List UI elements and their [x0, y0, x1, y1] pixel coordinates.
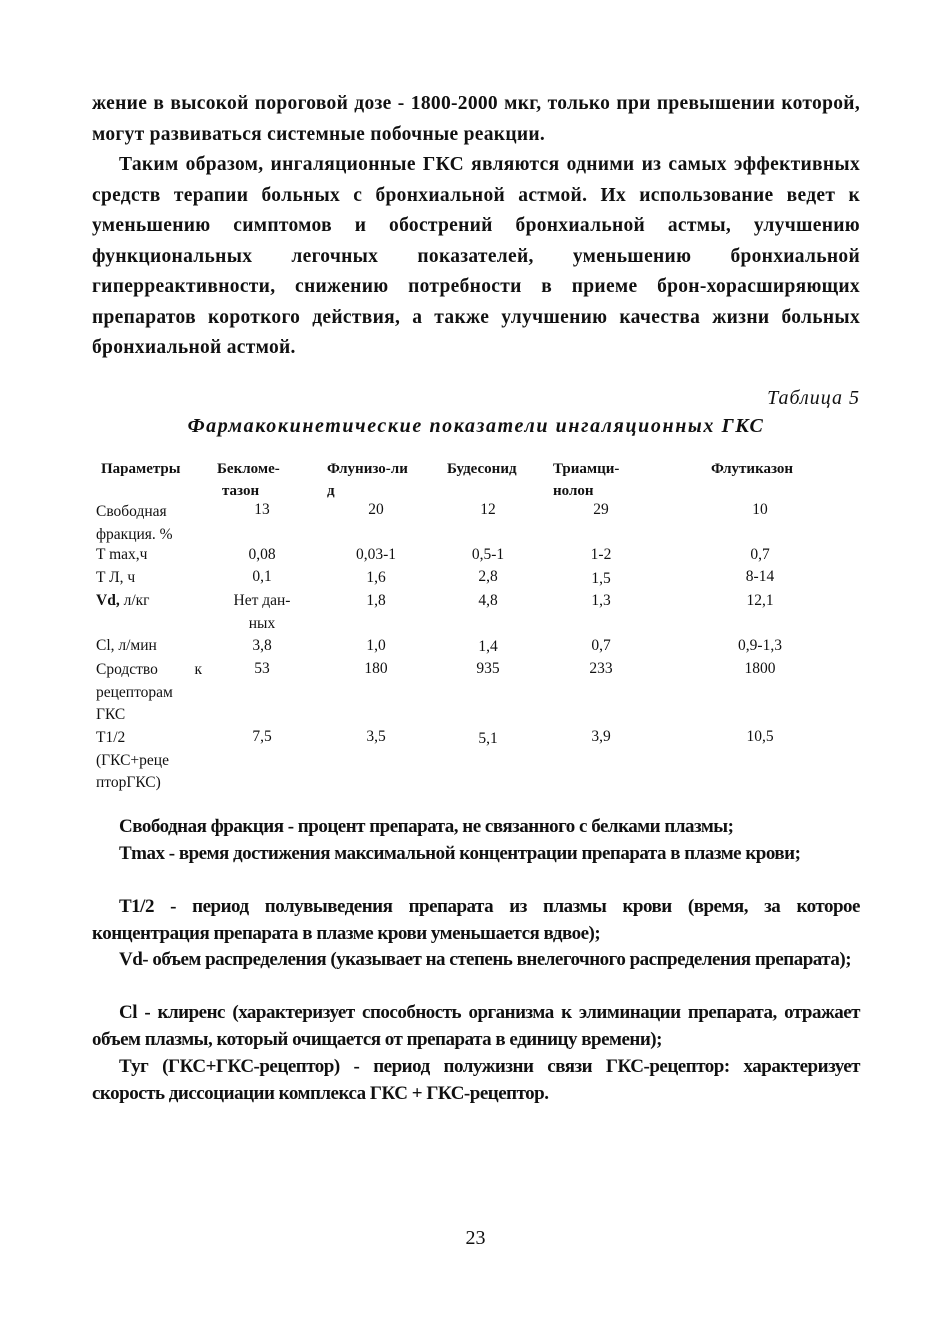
cell-value: 0,7 [591, 637, 611, 654]
cell-value: 1-2 [590, 546, 612, 563]
row-label-line1: T1/2 [96, 729, 126, 746]
header-col2 [327, 458, 408, 502]
row-label-rest: л/кг [119, 592, 150, 609]
cell-value: 935 [476, 660, 500, 677]
cell-value: 3,9 [591, 728, 611, 745]
definition-tmax: Tmax - время достижения максимальной концентрации препарата в плазме крови; [119, 843, 801, 864]
cell-value: 12,1 [746, 592, 774, 609]
paragraph-conclusion: Таким образом, ингаляционные ГКС являются одними из самых эффективных средств терапии больных с бронхиальной астмой. Их использование ведет к уменьшению симптомов и обострений бронхиальной астмы, улучшению функциональных легочных показателей, уменьшению бронхиальной гиперреактивности, снижению потребности в приеме брон-хорасширяющих препаратов короткого действия, а также улучшению качества жизни больных бронхиальной астмой. [92, 154, 860, 358]
header-col1-line2: тазон [222, 483, 260, 499]
table-title: Фармакокинетические показатели ингаляционных ГКС [187, 415, 765, 437]
header-col2-line2: д [327, 483, 335, 499]
header-col5: Флутиказон [711, 461, 794, 477]
header-col2-line1: Флунизо-ли [327, 461, 408, 477]
cell-value: 0,5-1 [471, 546, 505, 563]
page-number: 23 [465, 1227, 486, 1249]
cell-value: 233 [589, 660, 613, 677]
cell-value: 1,3 [591, 592, 611, 609]
cell-value: 0,03-1 [355, 546, 397, 563]
row-label-line3: ГКС [96, 706, 126, 723]
cell-value: 3,8 [252, 637, 272, 654]
cell-value: 1,4 [478, 638, 498, 655]
cell-value: 2,8 [478, 568, 498, 585]
row-label-line3: пторГКС) [96, 774, 161, 791]
definition-clearance: Cl - клиренс (характеризует способность организма к элиминации препарата, отражает объем плазмы, который очищается от препарата в единицу времени); [92, 1002, 860, 1050]
row-label [96, 590, 150, 613]
row-label [96, 501, 173, 546]
header-col4-line2: нолон [553, 483, 594, 499]
cell-value: 180 [364, 660, 388, 677]
row-label-line1: Свободная [96, 503, 167, 520]
cell-value: 4,8 [478, 592, 498, 609]
cell-value: 20 [368, 501, 384, 518]
cell-value: 1,8 [366, 592, 386, 609]
cell-value-line2: ных [248, 614, 276, 632]
row-label-line1 [96, 659, 202, 682]
row-label-word: к [194, 661, 202, 678]
row-label-bold: Vd, [96, 592, 120, 609]
cell-value: 1,6 [366, 569, 386, 586]
cell-value: 0,9-1,3 [738, 637, 782, 654]
row-label-word: Сродство [96, 661, 158, 678]
cell-value: 10,5 [746, 728, 774, 745]
cell-value: 1800 [744, 660, 776, 677]
definition-receptor-half-life: Tуг (ГКС+ГКС-рецептор) - период полужизни связи ГКС-рецептор: характеризует скорость диссоциации комплекса ГКС + ГКС-рецептор. [92, 1056, 860, 1104]
row-label-line2: фракция. % [96, 525, 173, 543]
row-label: T Л, ч [96, 569, 136, 586]
row-label-line2: рецепторам [96, 683, 173, 701]
cell-value: 1,5 [591, 570, 611, 587]
row-label [96, 727, 169, 795]
definition-free-fraction: Свободная фракция - процент препарата, не связанного с белками плазмы; [119, 816, 734, 837]
paragraph-continuation: жение в высокой пороговой дозе - 1800-2000 мкг, только при превышении которой, могут развиваться системные побочные реакции. [92, 93, 860, 145]
header-param: Параметры [101, 461, 181, 477]
cell-value-line1: Нет дан- [233, 592, 291, 609]
definition-half-life: T1/2 - период полувыведения препарата из плазмы крови (время, за которое концентрация препарата в плазме крови уменьшается вдвое); [92, 896, 860, 944]
cell-value: 8-14 [745, 568, 775, 585]
row-label: T max,ч [96, 546, 148, 563]
cell-value: 3,5 [366, 728, 386, 745]
cell-value: 10 [752, 501, 768, 518]
cell-value: 29 [593, 501, 609, 518]
cell-value: 1,0 [366, 637, 386, 654]
header-col1 [217, 458, 280, 502]
row-label [96, 659, 202, 727]
cell-value: 13 [254, 501, 270, 518]
cell-value: 0,08 [248, 546, 276, 563]
cell-value [217, 590, 307, 635]
cell-value: 0,7 [750, 546, 770, 563]
cell-value: 12 [480, 501, 496, 518]
row-label: Cl, л/мин [96, 637, 157, 654]
header-col4-line1: Триамци- [553, 461, 620, 477]
header-col3: Будесонид [447, 461, 517, 477]
cell-value: 0,1 [252, 568, 272, 585]
definition-vd: Vd- объем распределения (указывает на степень внелегочного распределения препарата); [119, 949, 852, 970]
table-number: Таблица 5 [767, 387, 860, 409]
header-col1-line1: Бекломе- [217, 461, 280, 477]
cell-value: 5,1 [478, 730, 498, 747]
cell-value: 53 [254, 660, 270, 677]
header-col4 [553, 458, 619, 502]
row-label-line2: (ГКС+реце [96, 751, 169, 769]
cell-value: 7,5 [252, 728, 272, 745]
